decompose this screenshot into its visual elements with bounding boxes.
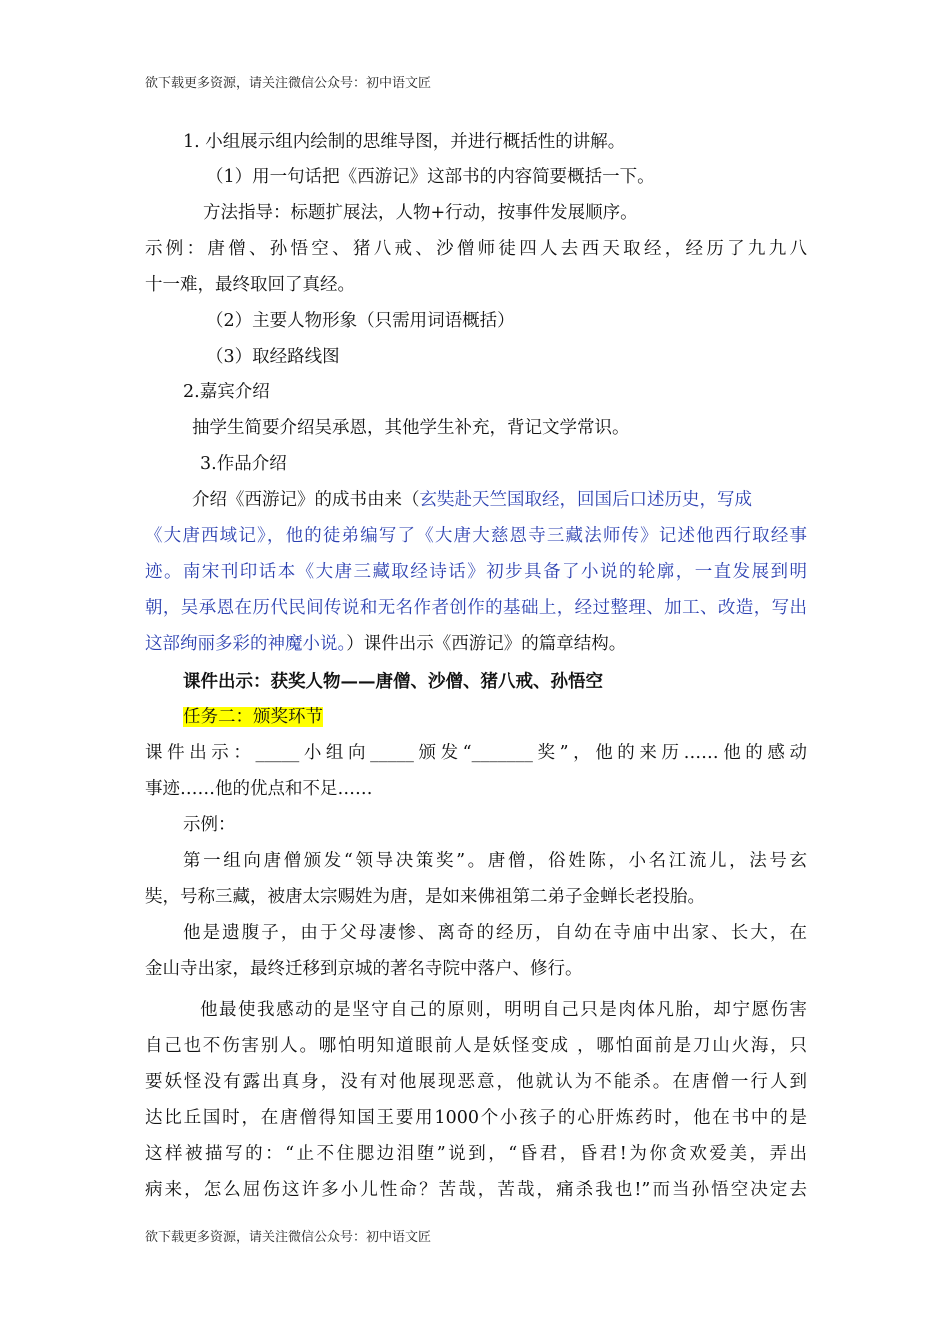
para-3-line-2: 自己也不伤害别人。哪怕明知道眼前人是妖怪变成 ，哪怕面前是刀山火海，只	[145, 1036, 807, 1056]
example-line-1: 示例：唐僧、孙悟空、猪八戒、沙僧师徒四人去西天取经，经历了九九八	[145, 239, 807, 259]
award-characters-heading: 课件出示：获奖人物——唐僧、沙僧、猪八戒、孙悟空	[183, 672, 603, 692]
para-3-line-5: 这样被描写的：“止不住腮边泪堕”说到，“昏君，昏君!为你贪欢爱美，弄出	[145, 1144, 807, 1164]
work-intro-line-4: 朝，吴承恩在历代民间传说和无名作者创作的基础上，经过整理、加工、改造，写出	[145, 598, 807, 618]
para-3-line-6: 病来，怎么屈伤这许多小儿性命？苦哉，苦哉，痛杀我也!”而当孙悟空决定去	[145, 1180, 807, 1200]
work-intro-blue-end: 这部绚丽多彩的神魔小说。	[145, 634, 347, 654]
courseware-prompt-line-1: 课件出示：_____小组向_____颁发“_______奖”，他的来历……他的感动	[145, 743, 807, 763]
page-header: 欲下载更多资源，请关注微信公众号：初中语文匠	[145, 76, 432, 91]
work-intro-line-2: 《大唐西域记》，他的徒弟编写了《大唐大慈恩寺三藏法师传》记述他西行取经事	[145, 526, 807, 546]
para-3-line-3: 要妖怪没有露出真身，没有对他展现恶意，他就认为不能杀。在唐僧一行人到	[145, 1072, 807, 1092]
work-intro-blue-1: 玄奘赴天竺国取经，回国后口述历史，写成	[419, 490, 752, 510]
item-1-mindmap: 1. 小组展示组内绘制的思维导图，并进行概括性的讲解。	[183, 132, 626, 152]
item-1-sub-3: （3）取经路线图	[206, 347, 340, 367]
item-1-sub-1: （1）用一句话把《西游记》这部书的内容简要概括一下。	[206, 167, 655, 187]
page-footer: 欲下载更多资源，请关注微信公众号：初中语文匠	[145, 1230, 432, 1245]
item-2-text: 抽学生简要介绍吴承恩，其他学生补充，背记文学常识。	[192, 418, 630, 438]
work-intro-line-1	[192, 488, 752, 512]
example-label: 示例：	[183, 815, 236, 835]
work-intro-lead: 介绍《西游记》的成书由来（	[192, 490, 420, 510]
item-1-sub-2: （2）主要人物形象（只需用词语概括）	[206, 311, 515, 331]
work-intro-tail: ）课件出示《西游记》的篇章结构。	[346, 634, 627, 654]
task-2-heading	[183, 705, 323, 729]
para-1-line-1: 第一组向唐僧颁发“领导决策奖”。唐僧，俗姓陈，小名江流儿，法号玄	[183, 851, 807, 871]
task-2-label: 任务二：颁奖环节	[183, 707, 323, 727]
item-3-work: 3.作品介绍	[200, 454, 287, 474]
para-3-line-4: 达比丘国时，在唐僧得知国王要用1000个小孩子的心肝炼药时，他在书中的是	[145, 1108, 807, 1128]
item-2-guest: 2.嘉宾介绍	[183, 382, 270, 402]
work-intro-line-3: 迹。南宋刊印话本《大唐三藏取经诗话》初步具备了小说的轮廓，一直发展到明	[145, 562, 807, 582]
para-3-line-1: 他最使我感动的是坚守自己的原则，明明自己只是肉体凡胎，却宁愿伤害	[200, 1000, 807, 1020]
para-2-line-1: 他是遗腹子，由于父母凄惨、离奇的经历，自幼在寺庙中出家、长大，在	[183, 923, 807, 943]
work-intro-line-5	[145, 632, 626, 656]
para-1-line-2: 奘，号称三藏，被唐太宗赐姓为唐，是如来佛祖第二弟子金蝉长老投胎。	[145, 887, 705, 907]
courseware-prompt-line-2: 事迹……他的优点和不足……	[145, 779, 373, 799]
para-2-line-2: 金山寺出家，最终迁移到京城的著名寺院中落户、修行。	[145, 959, 583, 979]
method-guide: 方法指导：标题扩展法，人物+行动，按事件发展顺序。	[203, 203, 638, 223]
example-line-2: 十一难，最终取回了真经。	[145, 275, 355, 295]
